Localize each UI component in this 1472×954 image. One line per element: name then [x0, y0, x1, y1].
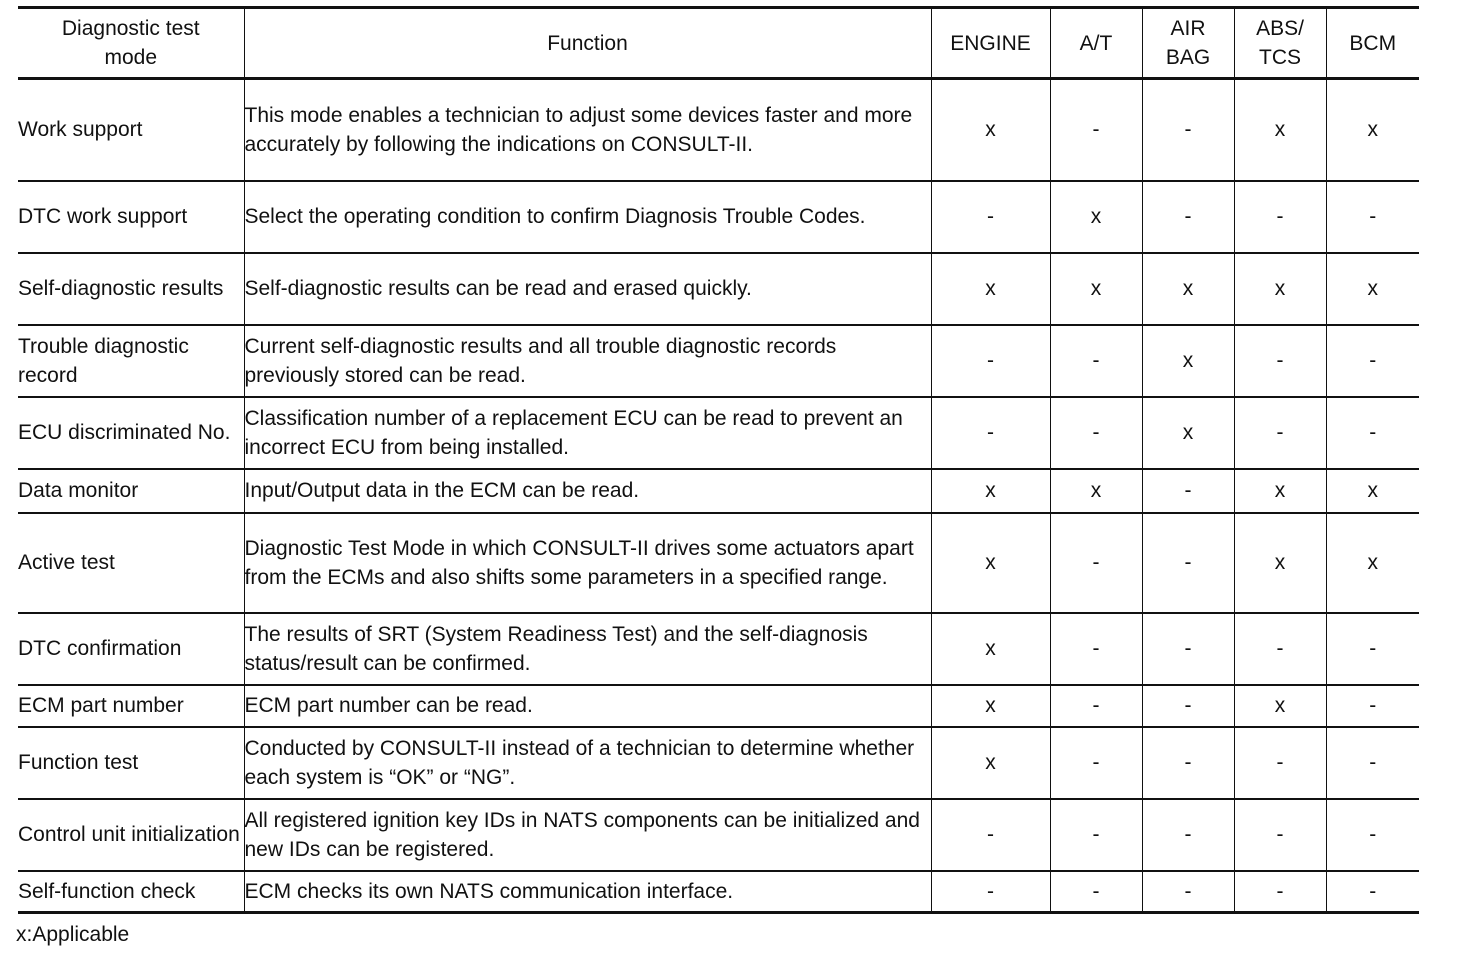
row-abs-tcs-mark: x [1234, 469, 1326, 513]
table-row [18, 253, 1419, 325]
footnote-applicable: x:Applicable [16, 923, 130, 946]
header-at [1050, 8, 1142, 79]
row-at-mark: - [1050, 513, 1142, 613]
row-airbag-mark: x [1142, 397, 1234, 469]
row-airbag-mark: - [1142, 871, 1234, 913]
row-bcm-mark: x [1326, 513, 1419, 613]
row-function: Classification number of a replacement ECU can be read to prevent an incorrect ECU from being installed. [244, 397, 931, 469]
table-row [18, 397, 1419, 469]
header-airbag [1142, 8, 1234, 79]
row-bcm-mark: - [1326, 685, 1419, 727]
row-at-mark: - [1050, 325, 1142, 397]
row-bcm-mark: - [1326, 613, 1419, 685]
header-function-label: Function [547, 31, 628, 55]
row-at-mark: x [1050, 181, 1142, 253]
row-at-mark: - [1050, 685, 1142, 727]
row-abs-tcs-mark: - [1234, 613, 1326, 685]
row-function: ECM part number can be read. [244, 685, 931, 727]
row-at-mark: x [1050, 469, 1142, 513]
row-abs-tcs-mark: x [1234, 79, 1326, 181]
row-mode: Control unit initialization [18, 799, 244, 871]
row-engine-mark: - [931, 871, 1050, 913]
row-abs-tcs-mark: - [1234, 397, 1326, 469]
row-engine-mark: - [931, 325, 1050, 397]
row-engine-mark: - [931, 181, 1050, 253]
row-engine-mark: x [931, 469, 1050, 513]
row-at-mark: - [1050, 79, 1142, 181]
row-mode: Self-diagnostic results [18, 253, 244, 325]
row-mode: DTC work support [18, 181, 244, 253]
row-bcm-mark: - [1326, 397, 1419, 469]
header-function [244, 8, 931, 79]
row-function: ECM checks its own NATS communication interface. [244, 871, 931, 913]
table-row [18, 513, 1419, 613]
row-mode: ECM part number [18, 685, 244, 727]
row-bcm-mark: x [1326, 469, 1419, 513]
row-mode: Work support [18, 79, 244, 181]
row-bcm-mark: - [1326, 181, 1419, 253]
row-at-mark: - [1050, 397, 1142, 469]
row-airbag-mark: x [1142, 253, 1234, 325]
row-airbag-mark: x [1142, 325, 1234, 397]
row-engine-mark: x [931, 79, 1050, 181]
table-body [18, 79, 1419, 913]
row-bcm-mark: - [1326, 871, 1419, 913]
row-abs-tcs-mark: - [1234, 727, 1326, 799]
row-mode: Function test [18, 727, 244, 799]
row-function: Conducted by CONSULT-II instead of a technician to determine whether each system is “OK” or “NG”. [244, 727, 931, 799]
row-abs-tcs-mark: - [1234, 325, 1326, 397]
row-abs-tcs-mark: - [1234, 871, 1326, 913]
row-bcm-mark: x [1326, 253, 1419, 325]
table-row [18, 613, 1419, 685]
table-row [18, 181, 1419, 253]
row-abs-tcs-mark: x [1234, 685, 1326, 727]
table-row [18, 325, 1419, 397]
row-airbag-mark: - [1142, 799, 1234, 871]
row-engine-mark: - [931, 397, 1050, 469]
header-engine [931, 8, 1050, 79]
row-mode: ECU discriminated No. [18, 397, 244, 469]
diagnostic-test-mode-table [18, 6, 1419, 914]
header-at-label: A/T [1079, 31, 1113, 55]
table-row [18, 469, 1419, 513]
header-engine-label: ENGINE [950, 31, 1031, 55]
row-function: Diagnostic Test Mode in which CONSULT-II drives some actuators apart from the ECMs and also shifts some parameters in a specified range. [244, 513, 931, 613]
row-bcm-mark: - [1326, 325, 1419, 397]
header-mode [18, 8, 244, 79]
row-at-mark: - [1050, 871, 1142, 913]
row-function: Current self-diagnostic results and all trouble diagnostic records previously stored can be read. [244, 325, 931, 397]
row-engine-mark: x [931, 253, 1050, 325]
row-airbag-mark: - [1142, 79, 1234, 181]
row-engine-mark: x [931, 613, 1050, 685]
row-abs-tcs-mark: x [1234, 513, 1326, 613]
header-abs-tcs [1234, 8, 1326, 79]
row-mode: Data monitor [18, 469, 244, 513]
header-bcm-label: BCM [1349, 31, 1397, 55]
table-row [18, 79, 1419, 181]
row-at-mark: - [1050, 727, 1142, 799]
row-mode: Trouble diagnostic record [18, 325, 244, 397]
row-engine-mark: x [931, 727, 1050, 799]
table-row [18, 871, 1419, 913]
row-airbag-mark: - [1142, 469, 1234, 513]
row-at-mark: x [1050, 253, 1142, 325]
row-function: This mode enables a technician to adjust some devices faster and more accurately by following the indications on CONSULT-II. [244, 79, 931, 181]
row-function: The results of SRT (System Readiness Test) and the self-diagnosis status/result can be confirmed. [244, 613, 931, 685]
row-airbag-mark: - [1142, 513, 1234, 613]
row-bcm-mark: x [1326, 79, 1419, 181]
row-abs-tcs-mark: - [1234, 799, 1326, 871]
table-row [18, 685, 1419, 727]
header-abs-tcs-label: ABS/ TCS [1256, 17, 1304, 69]
row-bcm-mark: - [1326, 799, 1419, 871]
row-engine-mark: x [931, 685, 1050, 727]
row-mode: Active test [18, 513, 244, 613]
row-function: Select the operating condition to confirm Diagnosis Trouble Codes. [244, 181, 931, 253]
header-mode-label: Diagnostic test mode [61, 17, 200, 69]
row-abs-tcs-mark: x [1234, 253, 1326, 325]
header-airbag-label: AIR BAG [1165, 17, 1211, 69]
header-bcm [1326, 8, 1419, 79]
row-airbag-mark: - [1142, 613, 1234, 685]
row-mode: DTC confirmation [18, 613, 244, 685]
row-engine-mark: x [931, 513, 1050, 613]
row-airbag-mark: - [1142, 685, 1234, 727]
row-airbag-mark: - [1142, 181, 1234, 253]
row-function: Input/Output data in the ECM can be read. [244, 469, 931, 513]
row-abs-tcs-mark: - [1234, 181, 1326, 253]
row-at-mark: - [1050, 799, 1142, 871]
row-bcm-mark: - [1326, 727, 1419, 799]
row-mode: Self-function check [18, 871, 244, 913]
table-header-row [18, 8, 1419, 79]
row-airbag-mark: - [1142, 727, 1234, 799]
row-function: Self-diagnostic results can be read and erased quickly. [244, 253, 931, 325]
row-at-mark: - [1050, 613, 1142, 685]
row-function: All registered ignition key IDs in NATS components can be initialized and new IDs can be registered. [244, 799, 931, 871]
table-row [18, 727, 1419, 799]
table-row [18, 799, 1419, 871]
row-engine-mark: - [931, 799, 1050, 871]
